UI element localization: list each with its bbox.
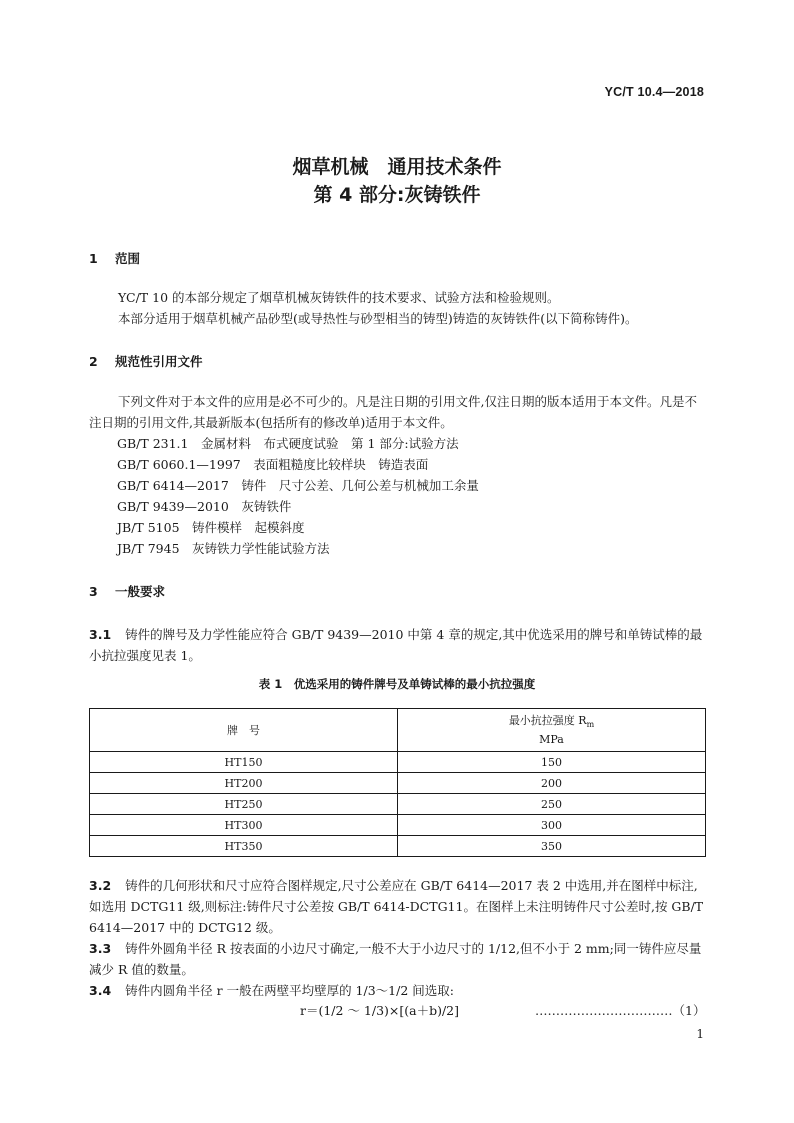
- page-number: 1: [696, 1027, 704, 1041]
- column-header-strength-label: 最小抗拉强度 R: [508, 713, 587, 727]
- clause-text: 铸件的牌号及力学性能应符合 GB/T 9439—2010 中第 4 章的规定,其中优选采用的牌号和单铸试棒的最小抗拉强度见表 1。: [89, 627, 703, 663]
- clause-3-2: [89, 875, 706, 938]
- column-header-strength: [398, 709, 706, 752]
- grade-cell: HT250: [90, 794, 398, 815]
- clause-text: 铸件外圆角半径 R 按表面的小边尺寸确定,一般不大于小边尺寸的 1/12,但不小于 2 mm;同一铸件应尽量减少 R 值的数量。: [89, 941, 702, 977]
- subscript-m: m: [586, 720, 595, 730]
- grade-cell: HT150: [90, 752, 398, 773]
- table-row: [90, 836, 706, 857]
- reference-item: GB/T 9439—2010 灰铸铁件: [117, 499, 292, 514]
- clause-3-4: [89, 980, 706, 1001]
- standard-code: YC/T 10.4—2018: [604, 85, 704, 99]
- strength-cell: 300: [398, 815, 706, 836]
- section-number: 2: [89, 354, 98, 369]
- table-title: 表 1 优选采用的铸件牌号及单铸试棒的最小抗拉强度: [258, 677, 536, 691]
- clause-3-3: [89, 938, 706, 980]
- column-header-grade: 牌 号: [90, 709, 398, 752]
- document-subtitle: 第 4 部分:灰铸铁件: [313, 184, 481, 206]
- reference-item: GB/T 6414—2017 铸件 尺寸公差、几何公差与机械加工余量: [117, 478, 479, 493]
- section-3-heading: [89, 582, 165, 600]
- reference-item: JB/T 5105 铸件模样 起模斜度: [117, 520, 305, 535]
- table-row: [90, 773, 706, 794]
- grade-strength-table: [89, 708, 706, 857]
- grade-cell: HT200: [90, 773, 398, 794]
- formula-1: r＝(1/2 ～ 1/3)×[(a＋b)/2]: [300, 1003, 460, 1018]
- scope-paragraph-2: 本部分适用于烟草机械产品砂型(或导热性与砂型相当的铸型)铸造的灰铸铁件(以下简称铸件)。: [118, 311, 638, 326]
- clause-number: 3.3: [89, 941, 112, 956]
- grade-cell: HT300: [90, 815, 398, 836]
- table-row: [90, 815, 706, 836]
- clause-number: 3.4: [89, 983, 112, 998]
- strength-cell: 200: [398, 773, 706, 794]
- clause-number: 3.1: [89, 627, 112, 642]
- equation-number: ……………………………（1）: [535, 1003, 706, 1018]
- normative-references-intro: 下列文件对于本文件的应用是必不可少的。凡是注日期的引用文件,仅注日期的版本适用于本文件。凡是不注日期的引用文件,其最新版本(包括所有的修改单)适用于本文件。: [89, 394, 697, 430]
- document-title: 烟草机械 通用技术条件: [292, 156, 502, 178]
- clause-3-1: [89, 624, 706, 666]
- section-title: 一般要求: [115, 584, 166, 599]
- grade-cell: HT350: [90, 836, 398, 857]
- section-number: 1: [89, 251, 98, 266]
- strength-cell: 350: [398, 836, 706, 857]
- section-number: 3: [89, 584, 98, 599]
- table-row: [90, 794, 706, 815]
- scope-paragraph-1: YC/T 10 的本部分规定了烟草机械灰铸铁件的技术要求、试验方法和检验规则。: [118, 290, 560, 305]
- strength-cell: 250: [398, 794, 706, 815]
- unit-label: MPa: [539, 733, 564, 747]
- reference-item: JB/T 7945 灰铸铁力学性能试验方法: [117, 541, 330, 556]
- strength-cell: 150: [398, 752, 706, 773]
- clause-number: 3.2: [89, 878, 112, 893]
- reference-item: GB/T 231.1 金属材料 布式硬度试验 第 1 部分:试验方法: [117, 436, 459, 451]
- table-row: [90, 752, 706, 773]
- reference-item: GB/T 6060.1—1997 表面粗糙度比较样块 铸造表面: [117, 457, 429, 472]
- section-2-heading: [89, 352, 203, 370]
- clause-text: 铸件内圆角半径 r 一般在两壁平均壁厚的 1/3～1/2 间选取:: [125, 983, 454, 998]
- section-title: 范围: [115, 251, 141, 266]
- section-1-heading: [89, 249, 140, 267]
- clause-text: 铸件的几何形状和尺寸应符合图样规定,尺寸公差应在 GB/T 6414—2017 表 2 中选用,并在图样中标注,如选用 DCTG11 级,则标注:铸件尺寸公差按 GB/T 6414-DCTG11。在图样上未注明铸件尺寸公差时,按 GB/T 6414—2017 中的 DCTG12 级。: [89, 878, 704, 935]
- section-title: 规范性引用文件: [115, 354, 203, 369]
